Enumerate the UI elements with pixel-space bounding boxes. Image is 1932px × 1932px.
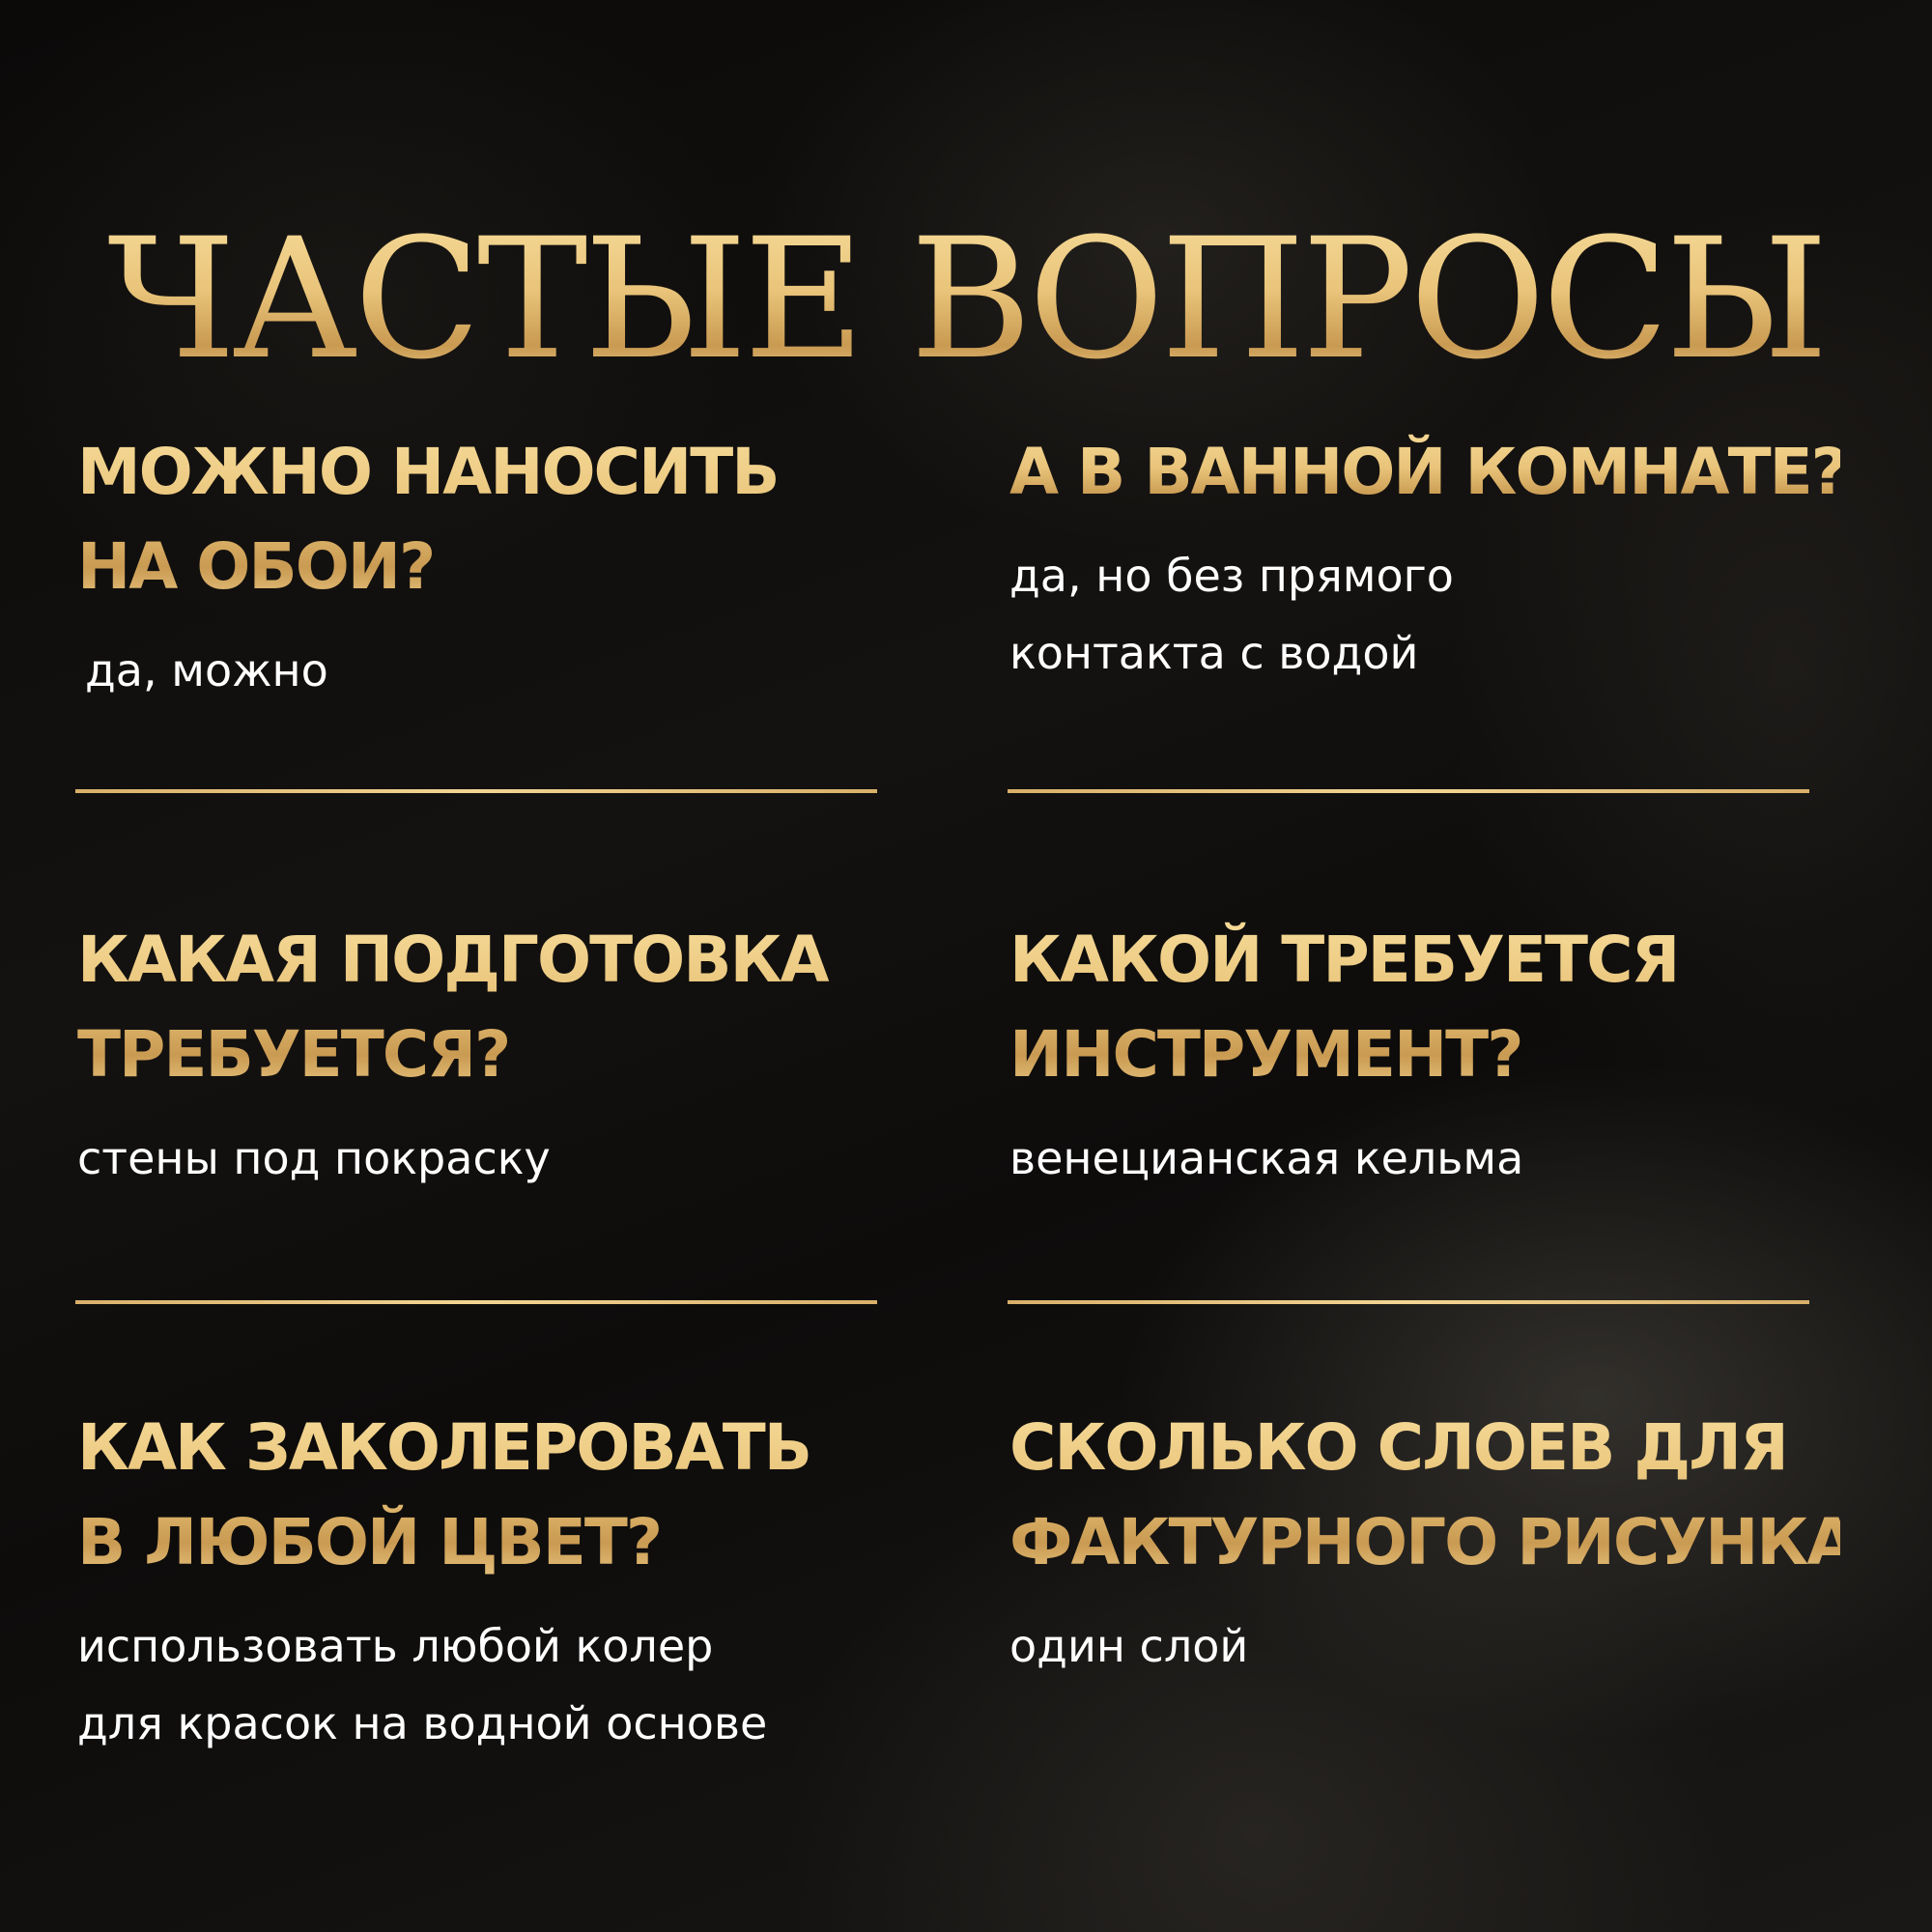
faq-answer bbox=[1009, 537, 1840, 692]
divider bbox=[75, 789, 877, 793]
faq-question bbox=[77, 1401, 908, 1590]
faq-question bbox=[77, 425, 908, 614]
answer-line: контакта с водой bbox=[1009, 627, 1419, 679]
faq-question bbox=[77, 913, 908, 1102]
question-line: КАКОЙ ТРЕБУЕТСЯ bbox=[1009, 923, 1679, 997]
answer-line: стены под покраску bbox=[77, 1132, 551, 1184]
faq-item-preparation bbox=[77, 913, 908, 1197]
faq-answer bbox=[77, 632, 908, 709]
answer-line: использовать любой колер bbox=[77, 1620, 714, 1672]
faq-answer bbox=[77, 1120, 908, 1197]
question-line: КАК ЗАКОЛЕРОВАТЬ bbox=[77, 1410, 811, 1485]
answer-line: один слой bbox=[1009, 1620, 1249, 1672]
question-line: КАКАЯ ПОДГОТОВКА bbox=[77, 923, 828, 997]
question-line: В ЛЮБОЙ ЦВЕТ? bbox=[77, 1505, 662, 1579]
faq-item-tool bbox=[1009, 913, 1840, 1197]
question-line: ФАКТУРНОГО РИСУНКА? bbox=[1009, 1505, 1889, 1579]
faq-item-tinting bbox=[77, 1401, 908, 1762]
faq-question bbox=[1009, 425, 1846, 520]
faq-item-wallpaper bbox=[77, 425, 908, 709]
question-line: СКОЛЬКО СЛОЕВ ДЛЯ bbox=[1009, 1410, 1787, 1485]
question-line: ИНСТРУМЕНТ? bbox=[1009, 1017, 1522, 1092]
divider bbox=[75, 1300, 877, 1304]
question-line: А В ВАННОЙ КОМНАТЕ? bbox=[1009, 435, 1846, 509]
question-line: МОЖНО НАНОСИТЬ bbox=[77, 435, 779, 509]
faq-item-bathroom bbox=[1009, 425, 1846, 692]
answer-line: да, но без прямого bbox=[1009, 550, 1454, 602]
faq-answer bbox=[1009, 1607, 1840, 1685]
divider bbox=[1008, 1300, 1809, 1304]
answer-line: да, можно bbox=[85, 644, 328, 696]
question-line: НА ОБОИ? bbox=[77, 529, 435, 604]
faq-answer bbox=[77, 1607, 908, 1762]
page-title: ЧАСТЫЕ ВОПРОСЫ bbox=[0, 208, 1932, 391]
faq-item-layers bbox=[1009, 1401, 1889, 1685]
faq-question bbox=[1009, 913, 1840, 1102]
answer-line: для красок на водной основе bbox=[77, 1697, 768, 1749]
divider bbox=[1008, 789, 1809, 793]
faq-question bbox=[1009, 1401, 1889, 1590]
faq-answer bbox=[1009, 1120, 1840, 1197]
question-line: ТРЕБУЕТСЯ? bbox=[77, 1017, 510, 1092]
answer-line: венецианская кельма bbox=[1009, 1132, 1524, 1184]
